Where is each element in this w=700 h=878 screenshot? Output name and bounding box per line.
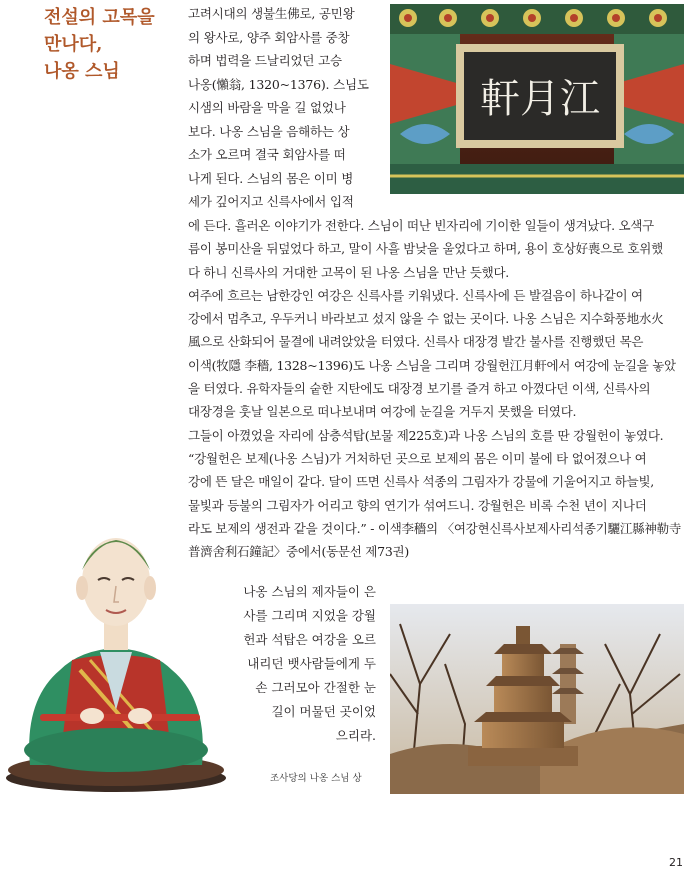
text-line: 소가 오르며 결국 회암사를 떠	[188, 147, 346, 162]
main-paragraph	[188, 214, 684, 563]
article-title	[44, 4, 184, 85]
text-line: 이색(牧隱 李穡, 1328~1396)도 나옹 스님을 그리며 강월헌江月軒에서 여강에 눈길을 놓았	[188, 357, 676, 373]
text-line: 헌과 석탑은 여강을 오르	[243, 632, 376, 647]
text-line: 길이 머물던 곳이었	[271, 704, 376, 719]
text-line: 風으로 산화되어 물결에 내려앉았을 터였다. 신륵사 대장경 발간 불사를 진행했던 목은	[188, 334, 644, 350]
text-line: 물빛과 등불의 그림자가 어리고 향의 연기가 섞여드니. 강월헌은 비록 수천 년이 지나더	[188, 497, 647, 513]
text-line: 나옹 스님의 제자들이 은	[243, 584, 376, 599]
monk-photo-caption: 조사당의 나옹 스님 상	[270, 773, 362, 784]
pagoda-photo	[390, 604, 684, 794]
signboard-text: 軒月江	[480, 76, 600, 122]
text-line: “강월헌은 보제(나옹 스님)가 거처하던 곳으로 보제의 몸은 이미 불에 타 없어졌으나 여	[188, 450, 647, 466]
title-line: 만나다,	[44, 34, 103, 55]
text-line: 라도 보제의 생전과 같을 것이다.” - 이색李穡의 〈여강현신륵사보제사리석종기驪江縣神勒寺	[188, 520, 682, 536]
title-line: 전설의 고목을	[44, 7, 155, 28]
page-number: 21	[669, 856, 683, 869]
column-paragraph	[188, 2, 375, 214]
text-line: 고려시대의 생불生佛로, 공민왕	[188, 6, 355, 21]
text-line: 여주에 흐르는 남한강인 여강은 신륵사를 키워냈다. 신륵사에 든 발걸음이 하나같이 여	[188, 287, 643, 303]
text-line: 의 왕사로, 양주 회암사를 중창	[188, 29, 350, 45]
text-line: 普濟舍利石鐘記〉중에서(동문선 제73권)	[188, 544, 409, 560]
text-line: 에 든다. 흘러온 이야기가 전한다. 스님이 떠난 빈자리에 기이한 일들이 생겨났다. 오색구	[188, 218, 655, 233]
signboard-photo	[390, 4, 684, 194]
text-line: 그들이 아꼈었을 자리에 삼층석탑(보물 제225호)과 나옹 스님의 호를 딴 강월헌이 놓였다.	[188, 427, 664, 443]
text-line: 대장경을 훗날 일본으로 떠나보내며 여강에 눈길을 거두지 못했을 터였다.	[188, 404, 577, 420]
text-line: 름이 봉미산을 뒤덮었다 하고, 말이 사흘 밤낮을 울었다고 하며, 용이 호상好喪으로 호위했	[188, 241, 663, 257]
text-line: 내리던 뱃사람들에게 두	[247, 656, 376, 671]
text-line: 으리라.	[335, 728, 376, 743]
text-line: 나게 된다. 스님의 몸은 이미 병	[188, 170, 354, 186]
text-line: 세가 깊어지고 신륵사에서 입적	[188, 194, 354, 209]
text-line: 다 하니 신륵사의 거대한 고목이 된 나옹 스님을 만난 듯했다.	[188, 264, 510, 280]
text-line: 하며 법력을 드날리었던 고승	[188, 53, 342, 68]
text-line: 나옹(懶翁, 1320~1376). 스님도	[188, 76, 369, 92]
text-line: 강에서 멈추고, 우두커니 바라보고 섰지 않을 수 없는 곳이다. 나옹 스님은 지수화풍地水火	[188, 311, 664, 327]
monk-statue-photo	[0, 510, 232, 795]
title-line: 나옹 스님	[44, 61, 120, 82]
text-line: 시샘의 바람을 막을 길 없었나	[188, 100, 346, 115]
text-line: 사를 그리며 지었을 강월	[243, 608, 376, 623]
text-line: 을 터였다. 유학자들의 숱한 지탄에도 대장경 보기를 즐겨 하고 아꼈다던 이색, 신륵사의	[188, 381, 651, 397]
text-line: 보다. 나옹 스님을 음해하는 상	[188, 123, 350, 139]
text-line: 손 그러모아 간절한 눈	[255, 680, 376, 695]
text-line: 강에 뜬 달은 매일이 같다. 달이 뜨면 신륵사 석종의 그림자가 강물에 기울어지고 하늘빛,	[188, 474, 655, 490]
caption-paragraph	[208, 580, 376, 748]
